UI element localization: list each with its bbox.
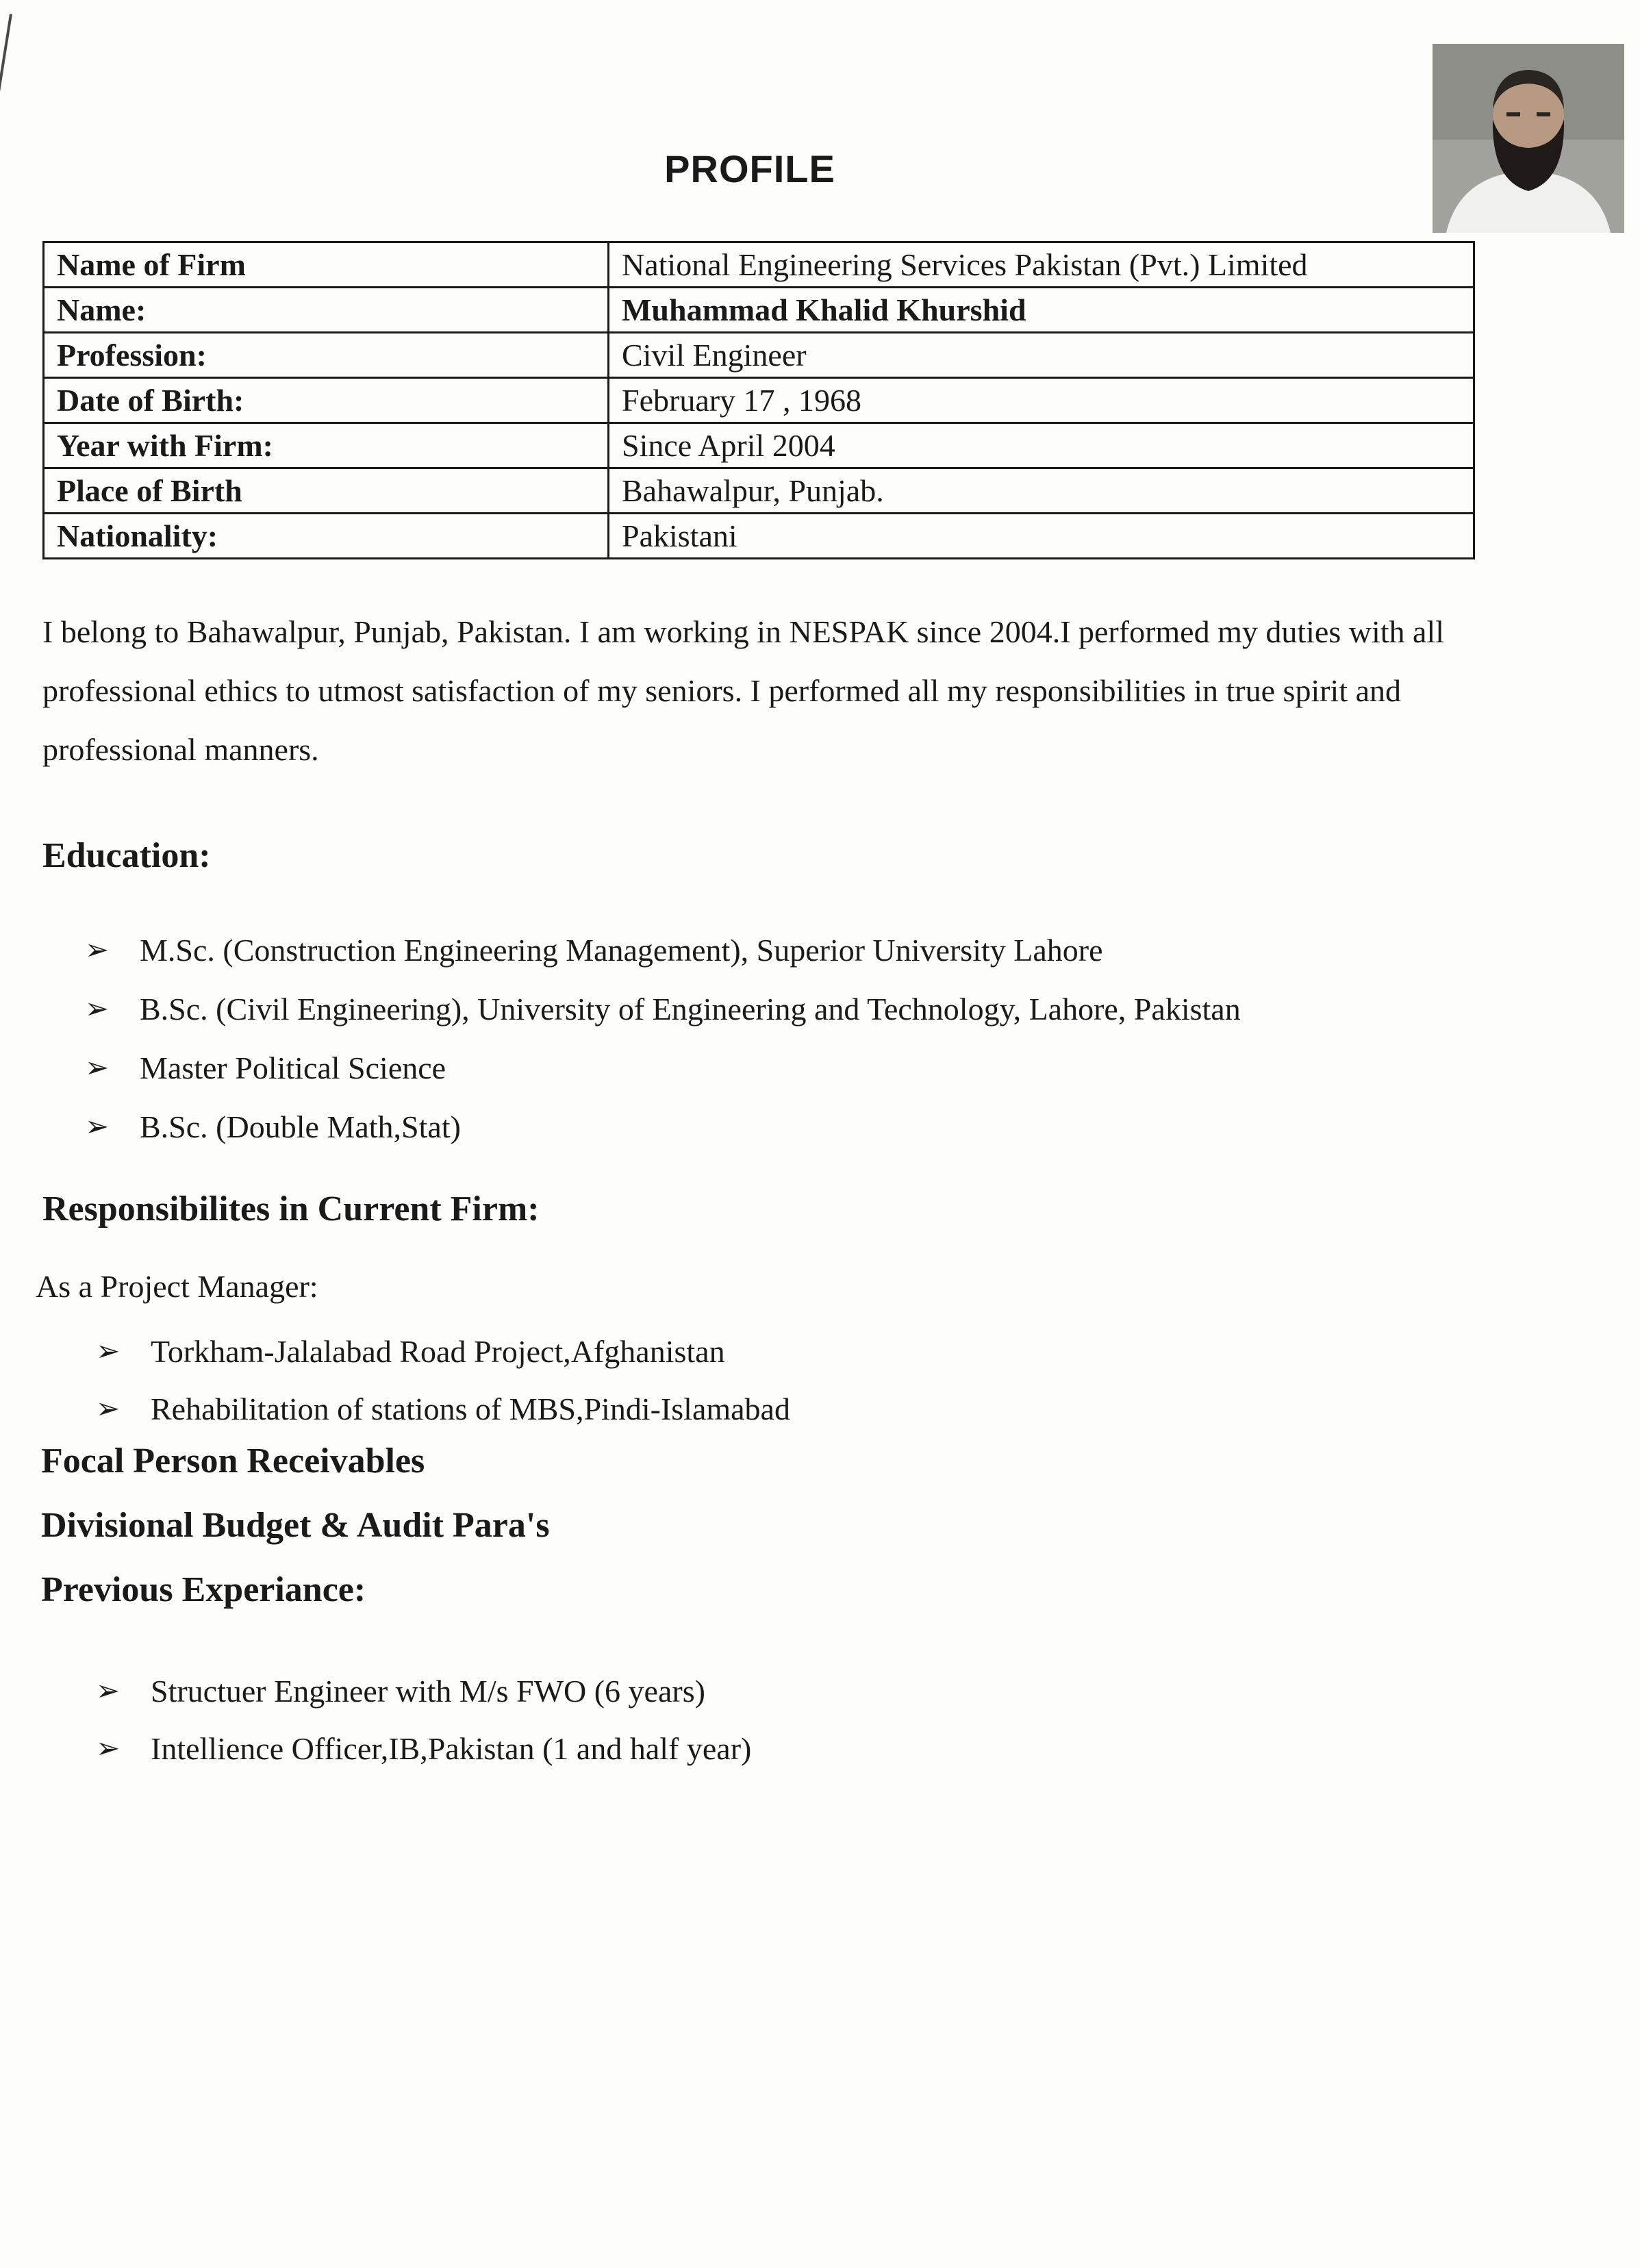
row-value: National Engineering Services Pakistan (Pvt.) Limited [609,242,1474,288]
experience-heading: Previous Experiance: [41,1570,366,1609]
focal-person-heading: Focal Person Receivables [41,1441,425,1480]
list-item: ➢ B.Sc. (Double Math,Stat) [85,1098,1241,1157]
row-label: Name: [44,288,609,333]
arrow-bullet-icon: ➢ [96,1676,121,1707]
row-value: Muhammad Khalid Khurshid [609,288,1474,333]
role-label: As a Project Manager: [36,1269,318,1304]
list-item: ➢ B.Sc. (Civil Engineering), University of Engineering and Technology, Lahore, Pakistan [85,980,1241,1039]
row-label: Nationality: [44,514,609,559]
arrow-bullet-icon: ➢ [85,1053,110,1084]
education-list [85,921,1241,1157]
table-row [44,333,1474,378]
profile-table [42,241,1475,559]
list-item: ➢ Master Political Science [85,1039,1241,1098]
responsibilities-list [96,1323,790,1438]
table-row [44,423,1474,468]
list-item: ➢ M.Sc. (Construction Engineering Management), Superior University Lahore [85,921,1241,980]
row-value: Since April 2004 [609,423,1474,468]
table-row [44,242,1474,288]
row-label: Date of Birth: [44,378,609,423]
row-value: Bahawalpur, Punjab. [609,468,1474,514]
table-row [44,288,1474,333]
portrait-photo-icon [1433,44,1624,233]
table-row [44,378,1474,423]
intro-paragraph: I belong to Bahawalpur, Punjab, Pakistan. I am working in NESPAK since 2004.I performed my duties with all professional ethics to utmost satisfaction of my seniors. I performed all my responsibilities in true spirit and professional manners. [42,614,1444,767]
arrow-bullet-icon: ➢ [85,935,110,966]
row-label: Profession: [44,333,609,378]
arrow-bullet-icon: ➢ [85,994,110,1025]
table-row [44,468,1474,514]
row-value: Pakistani [609,514,1474,559]
list-item: ➢ Structuer Engineer with M/s FWO (6 years) [96,1663,751,1720]
row-label: Name of Firm [44,242,609,288]
responsibilities-heading: Responsibilites in Current Firm: [42,1189,540,1228]
list-item: ➢ Intellience Officer,IB,Pakistan (1 and half year) [96,1720,751,1778]
row-value: February 17 , 1968 [609,378,1474,423]
list-item: ➢ Rehabilitation of stations of MBS,Pindi-Islamabad [96,1381,790,1438]
row-value: Civil Engineer [609,333,1474,378]
arrow-bullet-icon: ➢ [96,1394,121,1425]
row-label: Year with Firm: [44,423,609,468]
profile-photo [1433,44,1624,233]
arrow-bullet-icon: ➢ [85,1111,110,1143]
arrow-bullet-icon: ➢ [96,1733,121,1765]
row-label: Place of Birth [44,468,609,514]
page-title: PROFILE [664,147,835,190]
list-item: ➢ Torkham-Jalalabad Road Project,Afghanistan [96,1323,790,1381]
budget-heading: Divisional Budget & Audit Para's [41,1506,550,1545]
experience-list [96,1663,751,1778]
education-heading: Education: [42,836,211,875]
arrow-bullet-icon: ➢ [96,1336,121,1368]
table-row [44,514,1474,559]
